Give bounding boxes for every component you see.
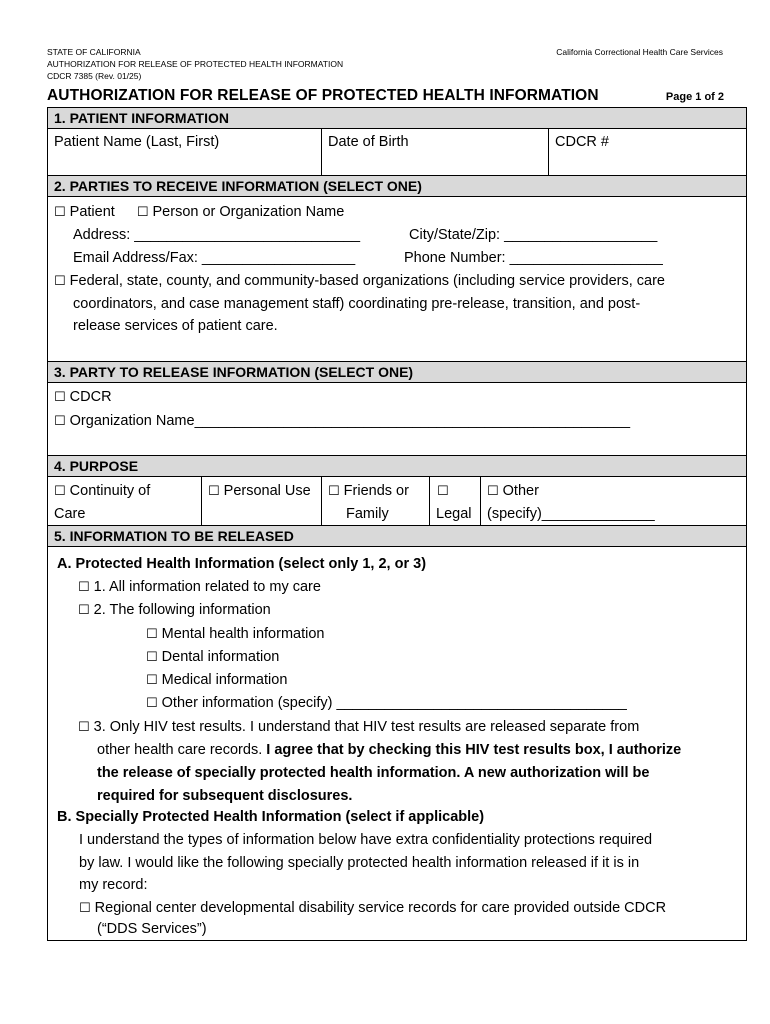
dds-services-label: Regional center developmental disability service records for care provided outside CDCR: [94, 900, 667, 916]
part-b-text-line1: I understand the types of information below have extra confidentiality protections required: [79, 832, 653, 848]
organization-name-field[interactable]: Organization Name______________________________________________________: [69, 413, 631, 429]
patient-name-label: Patient Name (Last, First): [54, 134, 220, 150]
hiv-results-label-line2: other health care records.: [97, 742, 267, 758]
friends-family-label: Friends or: [343, 483, 409, 499]
medical-label: Medical information: [161, 672, 288, 688]
section-5-heading: 5. INFORMATION TO BE RELEASED: [48, 525, 746, 547]
federal-orgs-label: Federal, state, county, and community-based organizations (including service providers, care: [69, 273, 665, 289]
federal-orgs-label-line3: release services of patient care.: [73, 318, 278, 334]
hiv-results-label: 3. Only HIV test results. I understand that HIV test results are released separate from: [93, 719, 640, 735]
divider: [201, 476, 202, 526]
personal-use-checkbox[interactable]: ☐: [208, 484, 220, 499]
divider: [321, 128, 322, 175]
city-state-zip-field[interactable]: City/State/Zip: ___________________: [409, 227, 658, 243]
divider: [480, 476, 481, 526]
hiv-results-checkbox[interactable]: ☐: [78, 720, 90, 735]
legal-label: Legal: [436, 506, 472, 522]
section-1-heading: 1. PATIENT INFORMATION: [48, 107, 746, 129]
other-info-specify-field[interactable]: Other information (specify) ____________________________________: [161, 695, 627, 711]
form-title: AUTHORIZATION FOR RELEASE OF PROTECTED HEALTH INFORMATION: [47, 87, 599, 104]
dds-services-checkbox[interactable]: ☐: [79, 901, 91, 916]
part-b-title: B. Specially Protected Health Information (select if applicable): [57, 809, 485, 825]
organization-checkbox[interactable]: ☐: [54, 414, 66, 429]
email-fax-field[interactable]: Email Address/Fax: ___________________: [73, 250, 356, 266]
patient-checkbox[interactable]: ☐: [54, 205, 66, 220]
dob-label: Date of Birth: [328, 134, 409, 150]
divider: [548, 128, 549, 175]
form-number: CDCR 7385 (Rev. 01/25): [47, 71, 142, 81]
continuity-label: Continuity of: [69, 483, 151, 499]
hiv-authorization-statement: I agree that by checking this HIV test results box, I authorize: [266, 742, 682, 758]
legal-checkbox[interactable]: ☐: [437, 484, 449, 499]
hiv-authorization-line3: the release of specially protected health information. A new authorization will be: [97, 765, 650, 781]
state-label: STATE OF CALIFORNIA: [47, 47, 141, 57]
other-purpose-specify-field[interactable]: (specify)______________: [487, 506, 655, 522]
personal-use-label: Personal Use: [223, 483, 311, 499]
authorization-form: [47, 107, 747, 941]
other-purpose-label: Other: [502, 483, 539, 499]
medical-checkbox[interactable]: ☐: [146, 673, 158, 688]
continuity-checkbox[interactable]: ☐: [54, 484, 66, 499]
friends-family-label-line2: Family: [346, 506, 389, 522]
dds-services-label-line2: (“DDS Services”): [97, 921, 207, 937]
divider: [429, 476, 430, 526]
form-name: AUTHORIZATION FOR RELEASE OF PROTECTED HEALTH INFORMATION: [47, 59, 344, 69]
dental-checkbox[interactable]: ☐: [146, 650, 158, 665]
mental-health-checkbox[interactable]: ☐: [146, 627, 158, 642]
other-purpose-checkbox[interactable]: ☐: [487, 484, 499, 499]
section-2-heading: 2. PARTIES TO RECEIVE INFORMATION (SELECT ONE): [48, 175, 746, 197]
other-info-checkbox[interactable]: ☐: [146, 696, 158, 711]
divider: [321, 476, 322, 526]
person-org-label: Person or Organization Name: [152, 204, 345, 220]
federal-orgs-checkbox[interactable]: ☐: [54, 274, 66, 289]
section-3-heading: 3. PARTY TO RELEASE INFORMATION (SELECT ONE): [48, 361, 746, 383]
dental-label: Dental information: [161, 649, 280, 665]
federal-orgs-label-line2: coordinators, and case management staff) coordinating pre-release, transition, and post-: [73, 296, 641, 312]
following-info-label: 2. The following information: [93, 602, 271, 618]
friends-family-checkbox[interactable]: ☐: [328, 484, 340, 499]
cdcr-number-label: CDCR #: [555, 134, 609, 150]
page-number: Page 1 of 2: [665, 91, 724, 103]
mental-health-label: Mental health information: [161, 626, 325, 642]
patient-option-label: Patient: [69, 204, 115, 220]
all-info-label: 1. All information related to my care: [93, 579, 321, 595]
continuity-label-line2: Care: [54, 506, 86, 522]
agency-label: California Correctional Health Care Services: [556, 47, 723, 57]
part-a-title: A. Protected Health Information (select only 1, 2, or 3): [57, 556, 427, 572]
cdcr-checkbox[interactable]: ☐: [54, 390, 66, 405]
phone-number-field[interactable]: Phone Number: ___________________: [404, 250, 663, 266]
cdcr-option-label: CDCR: [69, 389, 112, 405]
part-b-text-line3: my record:: [79, 877, 148, 893]
section-4-heading: 4. PURPOSE: [48, 455, 746, 477]
person-org-checkbox[interactable]: ☐: [136, 205, 149, 220]
following-info-checkbox[interactable]: ☐: [78, 603, 90, 618]
hiv-authorization-line4: required for subsequent disclosures.: [97, 788, 353, 804]
all-info-checkbox[interactable]: ☐: [78, 580, 90, 595]
part-b-text-line2: by law. I would like the following specially protected health information released if it is in: [79, 855, 640, 871]
address-field[interactable]: Address: ____________________________: [73, 227, 361, 243]
